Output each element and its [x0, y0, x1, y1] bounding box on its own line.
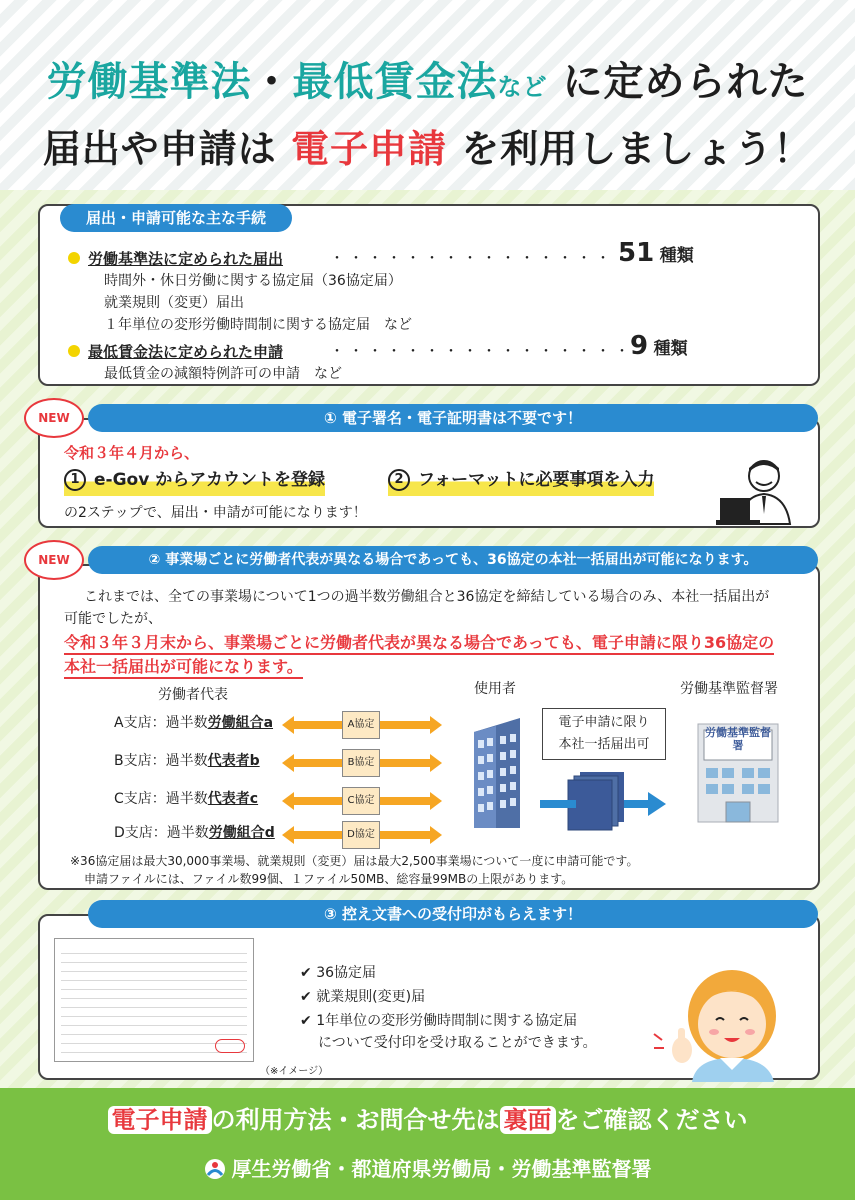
check-item-label: 就業規則(変更)届 — [316, 989, 426, 1005]
section2-pill: ② 事業場ごとに労働者代表が異なる場合であっても、36協定の本社一括届出が可能になります。 — [88, 546, 818, 574]
headline-e-application: 電子申請 — [290, 127, 447, 171]
step2 — [388, 464, 654, 496]
check-item-label: 1年単位の変形労働時間制に関する協定届 — [316, 1013, 578, 1029]
footer-line-2 — [0, 1153, 855, 1182]
receipt-stamp-icon — [215, 1039, 245, 1053]
mhlw-logo-icon — [204, 1158, 226, 1180]
footer-end: をご確認ください — [555, 1106, 748, 1134]
footer-line-1 — [0, 1100, 855, 1135]
section2-paragraph-1: これまでは、全ての事業場について1つの過半数労働組合と36協定を締結している場合のみ、本社一括届出が — [84, 589, 770, 605]
office-building-icon — [468, 716, 526, 828]
bullet-icon — [68, 345, 80, 357]
bullet-icon — [68, 252, 80, 264]
agreement-doc: C協定 — [342, 787, 380, 815]
step2-number: 2 — [388, 469, 410, 491]
lsa-count-number: 51 — [618, 238, 655, 268]
new-badge: NEW — [24, 540, 84, 580]
col-employer: 使用者 — [474, 681, 516, 697]
branch-row — [114, 822, 275, 842]
check-item-label: 36協定届 — [316, 965, 377, 981]
col-worker-rep: 労働者代表 — [158, 687, 228, 703]
receipt-document-image — [54, 938, 254, 1062]
lsa-item: 時間外・休日労働に関する協定届（36協定届） — [104, 273, 402, 289]
headline-lsa: 労働基準法 — [46, 59, 252, 105]
check-icon: ✔ — [300, 965, 317, 981]
lsa-count — [618, 238, 694, 268]
headline-line-2 — [0, 118, 855, 173]
section1-card — [38, 418, 820, 528]
headline-nado: など — [497, 73, 548, 101]
callout-line: 電子申請に限り — [558, 715, 650, 730]
section1-pill: ① 電子署名・電子証明書は不要です！ — [88, 404, 818, 432]
new-badge: NEW — [24, 398, 84, 438]
form-lines — [61, 945, 247, 1053]
callout-line: 本社一括届出可 — [558, 737, 650, 752]
headline-start-2: 届出や申請は — [42, 127, 277, 171]
labor-office-sign: 労働基準監督署 — [705, 726, 771, 752]
procedures-card — [38, 204, 820, 386]
headline-mwa: 最低賃金法 — [292, 59, 498, 105]
procedures-pill: 届出・申請可能な主な手続 — [60, 204, 292, 232]
check-item — [300, 1010, 577, 1030]
section2-note-1: ※36協定届は最大30,000事業場、就業規則（変更）届は最大2,500事業場について一度に申請可能です。 — [70, 854, 639, 868]
headline-end-2: を利用しましょう！ — [461, 127, 813, 171]
mwa-count — [630, 331, 688, 361]
agreement-doc: D協定 — [342, 821, 380, 849]
col-labor-office: 労働基準監督署 — [680, 681, 778, 697]
section3-tail: について受付印を受け取ることができます。 — [318, 1035, 597, 1051]
section2-highlight-2: 本社一括届出が可能になります。 — [64, 654, 303, 679]
branch-label: C支店：過半数 — [114, 791, 208, 807]
step1-label: e-Gov からアカウントを登録 — [94, 470, 326, 490]
section2-highlight-1: 令和３年３月末から、事業場ごとに労働者代表が異なる場合であっても、電子申請に限り36協定の — [64, 630, 774, 655]
mwa-item: 最低賃金の減額特例許可の申請 など — [104, 366, 342, 382]
branch-label: A支店：過半数 — [114, 715, 208, 731]
section3-pill: ③ 控え文書への受付印がもらえます！ — [88, 900, 818, 928]
section2-paragraph-2: 可能でしたが、 — [64, 611, 162, 627]
mwa-title: 最低賃金法に定められた申請 — [88, 343, 284, 361]
callout-box — [542, 708, 666, 760]
woman-illustration-icon — [652, 966, 802, 1082]
footer-mid: の利用方法・お問合せ先は — [211, 1106, 500, 1134]
section2-card — [38, 564, 820, 890]
branch-label: B支店：過半数 — [114, 753, 208, 769]
lsa-item: 就業規則（変更）届出 — [104, 295, 244, 311]
branch-rep: 労働組合a — [207, 715, 274, 731]
check-icon: ✔ — [300, 1013, 317, 1029]
person-at-laptop-icon — [716, 458, 796, 526]
headline-line-1 — [0, 50, 855, 107]
footer-highlight-back: 裏面 — [500, 1106, 556, 1134]
branch-label: D支店：過半数 — [114, 825, 209, 841]
check-item — [300, 962, 376, 982]
footer-highlight-e-application: 電子申請 — [108, 1106, 212, 1134]
footer-organizations: 厚生労働省・都道府県労働局・労働基準監督署 — [231, 1157, 652, 1181]
mwa-count-number: 9 — [630, 331, 649, 361]
lsa-title: 労働基準法に定められた届出 — [88, 250, 284, 268]
branch-rep: 労働組合d — [208, 825, 275, 841]
mwa-dots: ・・・・・・・・・・・・・・・・ — [330, 344, 634, 360]
headline-end-1: に定められた — [562, 59, 809, 105]
mwa-count-unit: 種類 — [653, 339, 688, 359]
agreement-doc: A協定 — [342, 711, 380, 739]
section1-outro: の2ステップで、届出・申請が可能になります！ — [64, 505, 367, 521]
section2-note-2: 申請ファイルには、ファイル数99個、１ファイル50MB、総容量99MBの上限があります。 — [84, 872, 574, 886]
section1-intro: 令和３年４月から、 — [64, 444, 200, 462]
section3-card — [38, 914, 820, 1080]
branch-row — [114, 788, 258, 808]
lsa-dots: ・・・・・・・・・・・・・・・・ — [330, 251, 634, 267]
step1-number: 1 — [64, 469, 86, 491]
branch-row — [114, 712, 273, 732]
branch-rep: 代表者c — [207, 791, 259, 807]
step2-label: フォーマットに必要事項を入力 — [418, 470, 655, 490]
headline-sep: ・ — [251, 59, 293, 105]
lsa-item: １年単位の変形労働時間制に関する協定届 など — [104, 317, 412, 333]
documents-stack-icon — [540, 766, 670, 834]
lsa-count-unit: 種類 — [659, 246, 694, 266]
branch-rep: 代表者b — [207, 753, 260, 769]
agreement-doc: B協定 — [342, 749, 380, 777]
branch-row — [114, 750, 260, 770]
step1 — [64, 464, 325, 496]
check-item — [300, 986, 425, 1006]
image-caption: （※イメージ） — [260, 1066, 329, 1077]
check-icon: ✔ — [300, 989, 317, 1005]
